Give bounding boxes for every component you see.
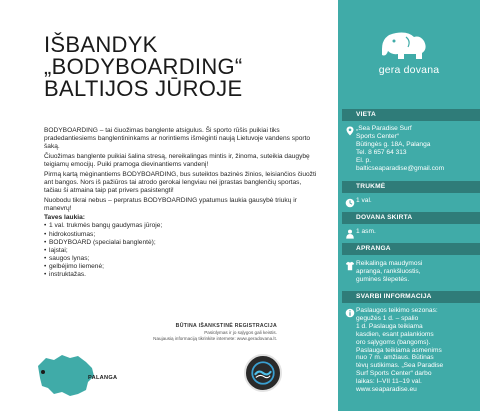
- section-clothing: [345, 260, 478, 284]
- clothing-icon: [345, 261, 355, 271]
- elephant-icon: [374, 27, 432, 63]
- includes-list: [44, 222, 320, 279]
- registration-note: [44, 323, 277, 342]
- info-line: Surf Sports Center“ darbo: [356, 370, 432, 378]
- info-line: laikas: I–VII 11–19 val.: [356, 378, 422, 386]
- clothing-text: [345, 260, 478, 284]
- clothing-line: gumines šlepetės.: [356, 275, 410, 283]
- info-line: oro sąlygoms (bangoms).: [356, 338, 431, 346]
- page-title: [44, 34, 324, 100]
- info-line: gegužės 1 d. – spalio: [356, 314, 419, 322]
- sea-paradise-logo-icon: [244, 354, 282, 392]
- section-gift-for: [345, 228, 478, 236]
- brand-name: gera dovana: [378, 64, 440, 76]
- list-item: • gelbėjimo liemenė;: [44, 263, 320, 271]
- title-line-3: BALTIJOS JŪROJE: [44, 76, 243, 101]
- duration-value: 1 val.: [356, 197, 372, 204]
- info-line: Paslauga teikiama asmenims: [356, 346, 442, 354]
- list-item: • 1 val. trukmės bangų gaudymas jūroje;: [44, 222, 320, 230]
- location-line: El. p.: [356, 156, 372, 164]
- paragraph: Pirmą kartą mėginantiems BODYBOARDING, bus suteiktos bazinės žinios, leisiančios čiuožti ant bangos. Nors iš pažiūros tai atrodo gerokai lengviau nei įprastas banglenčių sportas, tačiau ši atmaina taip pat privers pasistengti!: [44, 170, 317, 194]
- map-label: PALANGA: [88, 375, 118, 381]
- clothing-line: Reikalinga maudymosi: [356, 260, 423, 267]
- lithuania-map-icon: [36, 352, 96, 398]
- title-line-1: IŠBANDYK: [44, 32, 158, 57]
- info-link[interactable]: www.seaparadise.eu: [356, 386, 417, 394]
- registration-line-1: Pasiūlymas ir jo sąlygos gali keistis.: [204, 330, 277, 335]
- list-item: • BODYBOARD (specialai banglentė);: [44, 239, 320, 247]
- section-heading-important-info: SVARBI INFORMACIJA: [342, 291, 480, 303]
- clock-icon: [345, 198, 355, 208]
- section-heading-gift-for: DOVANA SKIRTA: [342, 212, 480, 224]
- list-item: • instruktažas.: [44, 271, 320, 279]
- registration-line-2: Naujausią informaciją tikrinkite internete: www.geradovana.lt.: [153, 336, 277, 341]
- gift-for-value: 1 asm.: [356, 228, 376, 235]
- location-text: [345, 125, 478, 172]
- gift-for-text: [345, 228, 478, 236]
- person-icon: [345, 229, 355, 239]
- description: [44, 127, 320, 279]
- important-info-text: [345, 307, 478, 394]
- location-pin-icon: [345, 126, 355, 136]
- paragraph: Nuobodu tikrai nebus – perpratus BODYBOARDING ypatumus laukia gausybė triukų ir manevrų!: [44, 196, 297, 212]
- list-item: • hidrokostiumas;: [44, 231, 320, 239]
- section-heading-duration: TRUKMĖ: [342, 181, 480, 193]
- location-line: „Sea Paradise Surf: [356, 125, 412, 132]
- location-line: balticseaparadise@gmail.com: [356, 164, 445, 172]
- section-heading-location: VIETA: [342, 109, 480, 121]
- list-item: • saugos lynas;: [44, 255, 320, 263]
- location-line: Tel. 8 657 64 313: [356, 148, 407, 156]
- section-duration: [345, 197, 478, 205]
- list-title: Taves laukia:: [44, 214, 85, 222]
- section-heading-clothing: APRANGA: [342, 243, 480, 255]
- info-line: nuo 7 m. amžiaus. Būtinas: [356, 354, 434, 362]
- duration-text: [345, 197, 478, 205]
- paragraph: BODYBOARDING – tai čiuožimas banglente atsigulus. Ši sporto rūšis puikiai tiks pradedantiesiems banglentininkams ar norintiems išmėginti naują Lietuvoje vandens sporto šaką.: [44, 127, 311, 151]
- registration-title: BŪTINA IŠANKSTINĖ REGISTRACIJA: [175, 323, 277, 329]
- info-line: tėvų sutikimas. „Sea Paradise: [356, 362, 444, 370]
- list-item: • lajstai;: [44, 247, 320, 255]
- info-line: 1 d. Paslauga teikiama: [356, 322, 423, 330]
- paragraph: Čiuožimas banglente puikiai šalina stresą, nereikalingas mintis ir, žinoma, suteikia daugybę teigiamų emocijų. Puiki pramoga dievinantiems vandenį!: [44, 152, 310, 168]
- clothing-line: apranga, rankšluostis,: [356, 267, 421, 275]
- location-line: Sports Center“: [356, 132, 399, 140]
- info-line: kasdien, esant palankioms: [356, 330, 434, 338]
- info-icon: [345, 308, 355, 318]
- location-line: Būtingės g. 18A, Palanga: [356, 140, 431, 148]
- section-location: [345, 125, 478, 172]
- title-line-2: „BODYBOARDING“: [44, 54, 243, 79]
- info-line: Paslaugos teikimo sezonas:: [356, 307, 438, 314]
- section-important-info: [345, 307, 478, 394]
